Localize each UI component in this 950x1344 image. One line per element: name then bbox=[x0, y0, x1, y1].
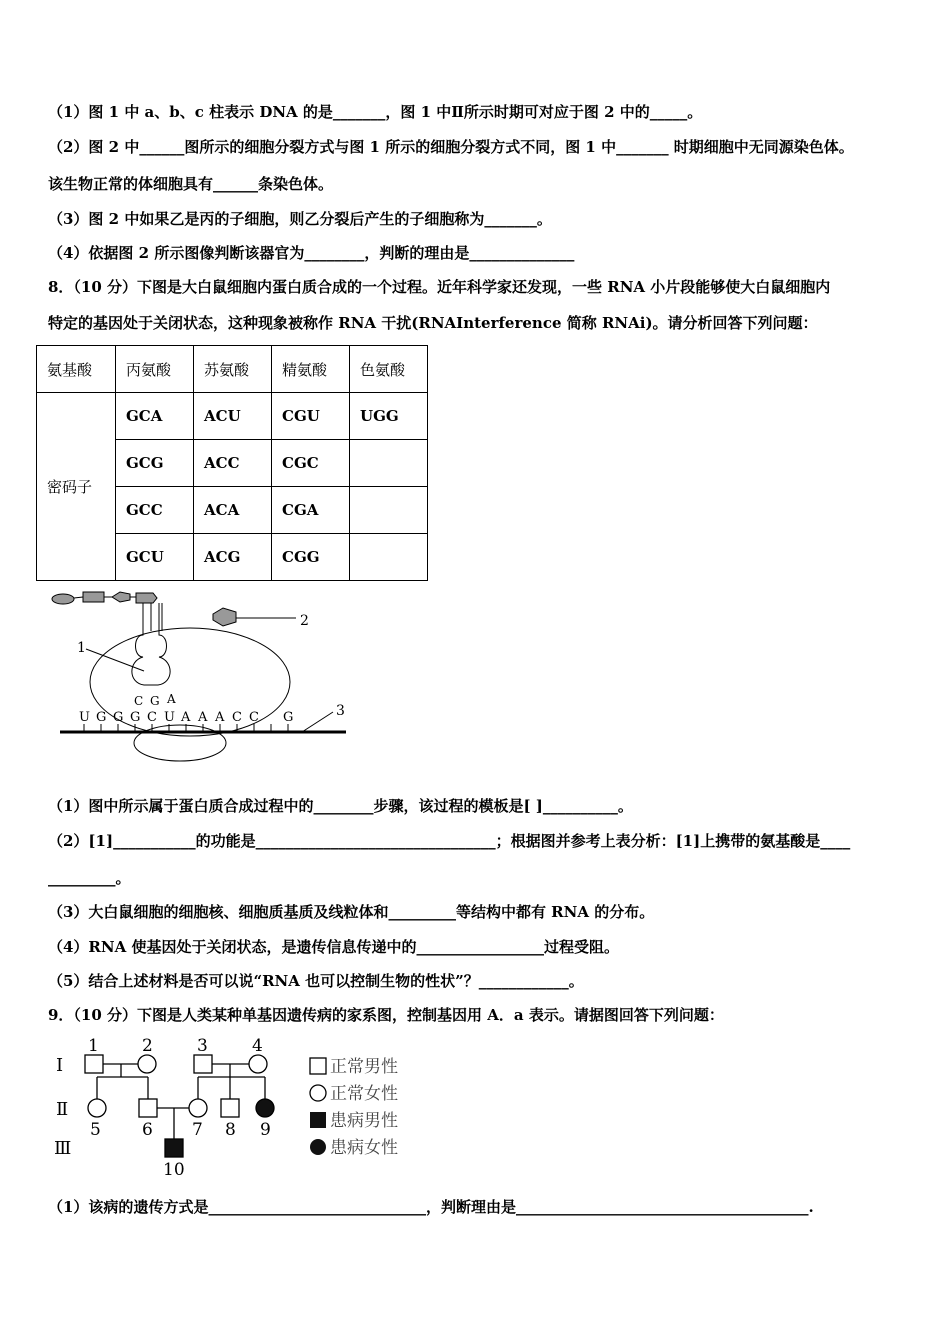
q7-subquestion-2-cont: 该生物正常的体细胞具有______条染色体。 bbox=[48, 175, 334, 193]
table-cell: ACC bbox=[194, 440, 272, 487]
legend-affected-male-icon bbox=[310, 1112, 326, 1128]
normal-female-symbol bbox=[249, 1055, 267, 1073]
table-cell: ACA bbox=[194, 487, 272, 534]
table-cell: GCG bbox=[116, 440, 194, 487]
table-row bbox=[37, 393, 428, 440]
individual-number: 10 bbox=[163, 1160, 185, 1180]
q8-subquestion-4: （4）RNA 使基因处于关闭状态，是遗传信息传递中的_________________过程受阻。 bbox=[48, 938, 619, 956]
q7-subquestion-4: （4）依据图 2 所示图像判断该器官为________，判断的理由是______________ bbox=[48, 244, 575, 262]
mrna-base: G bbox=[113, 710, 124, 725]
pedigree-chart bbox=[50, 1035, 430, 1180]
individual-number: 9 bbox=[260, 1120, 271, 1140]
table-cell: CGG bbox=[272, 534, 350, 581]
individual-number: 2 bbox=[142, 1036, 153, 1056]
normal-female-symbol bbox=[138, 1055, 156, 1073]
q8-stem-line-2: 特定的基因处于关闭状态，这种现象被称作 RNA 干扰(RNAInterference 简称 RNAi)。请分析回答下列问题： bbox=[48, 314, 818, 332]
mrna-base: A bbox=[181, 710, 191, 725]
individual-number: 7 bbox=[192, 1120, 203, 1140]
individual-number: 4 bbox=[252, 1036, 263, 1056]
row-label-codon: 密码子 bbox=[37, 393, 116, 581]
table-cell: GCU bbox=[116, 534, 194, 581]
table-header-cell: 色氨酸 bbox=[350, 346, 428, 393]
q7-subquestion-1: （1）图 1 中 a、b、c 柱表示 DNA 的是_______，图 1 中Ⅱ所示时期可对应于图 2 中的_____。 bbox=[48, 103, 703, 121]
legend-label: 正常女性 bbox=[330, 1084, 398, 1104]
individual-number: 1 bbox=[88, 1036, 99, 1056]
anticodon-base: A bbox=[167, 692, 176, 706]
mrna-base: C bbox=[249, 710, 259, 725]
normal-male-symbol bbox=[221, 1099, 239, 1117]
q8-subquestion-2-cont: _________。 bbox=[48, 869, 131, 887]
affected-female-symbol bbox=[256, 1099, 274, 1117]
mrna-base: U bbox=[79, 710, 90, 725]
mrna-base: A bbox=[215, 710, 225, 725]
table-header-cell: 苏氨酸 bbox=[194, 346, 272, 393]
table-header-cell: 精氨酸 bbox=[272, 346, 350, 393]
anticodon-base: C bbox=[134, 694, 144, 708]
label-3: 3 bbox=[336, 703, 345, 719]
trna-1 bbox=[132, 603, 170, 685]
table-cell: GCA bbox=[116, 393, 194, 440]
label-1: 1 bbox=[77, 640, 86, 656]
q8-subquestion-3: （3）大白鼠细胞的细胞核、细胞质基质及线粒体和_________等结构中都有 RNA 的分布。 bbox=[48, 903, 655, 921]
amino-acid-2 bbox=[213, 608, 309, 629]
table-cell: CGA bbox=[272, 487, 350, 534]
legend-label: 患病男性 bbox=[330, 1111, 398, 1131]
label-2: 2 bbox=[300, 613, 309, 629]
pedigree-lines bbox=[97, 1064, 265, 1139]
table-cell: CGC bbox=[272, 440, 350, 487]
mrna-base: C bbox=[232, 710, 242, 725]
individual-number: 3 bbox=[197, 1036, 208, 1056]
legend-label: 正常男性 bbox=[330, 1057, 398, 1077]
normal-female-symbol bbox=[189, 1099, 207, 1117]
table-cell: ACG bbox=[194, 534, 272, 581]
mrna-base: G bbox=[96, 710, 107, 725]
q9-subquestion-1: （1）该病的遗传方式是_____________________________，判断理由是_______________________________________. bbox=[48, 1198, 814, 1216]
table-cell bbox=[350, 487, 428, 534]
legend-normal-male-icon bbox=[310, 1058, 326, 1074]
normal-male-symbol bbox=[85, 1055, 103, 1073]
mrna-sequence bbox=[79, 710, 293, 725]
q8-subquestion-2: （2）[1]___________的功能是________________________________；根据图并参考上表分析：[1]上携带的氨基酸是____ bbox=[48, 832, 851, 850]
table-cell: CGU bbox=[272, 393, 350, 440]
generation-label: Ⅱ bbox=[56, 1099, 69, 1120]
table-cell: ACU bbox=[194, 393, 272, 440]
translation-diagram bbox=[40, 585, 370, 770]
pedigree-individuals bbox=[85, 1055, 274, 1157]
table-cell bbox=[350, 440, 428, 487]
q9-stem: 9．（10 分）下图是人类某种单基因遗传病的家系图，控制基因用 A．a 表示。请据图回答下列问题： bbox=[48, 1006, 724, 1024]
anticodon bbox=[134, 692, 176, 708]
individual-number: 6 bbox=[142, 1120, 153, 1140]
pedigree-legend bbox=[310, 1057, 398, 1158]
legend-label: 患病女性 bbox=[330, 1138, 398, 1158]
normal-male-symbol bbox=[139, 1099, 157, 1117]
table-header-cell: 丙氨酸 bbox=[116, 346, 194, 393]
q7-subquestion-3: （3）图 2 中如果乙是丙的子细胞，则乙分裂后产生的子细胞称为_______。 bbox=[48, 210, 552, 228]
ribosome-small-subunit bbox=[134, 725, 226, 761]
mrna-base: A bbox=[198, 710, 208, 725]
legend-normal-female-icon bbox=[310, 1085, 326, 1101]
peptide-chain bbox=[52, 592, 157, 604]
mrna-base: U bbox=[164, 710, 175, 725]
normal-male-symbol bbox=[194, 1055, 212, 1073]
table-cell: UGG bbox=[350, 393, 428, 440]
codon-table bbox=[36, 345, 428, 581]
affected-male-symbol bbox=[165, 1139, 183, 1157]
table-cell bbox=[350, 534, 428, 581]
table-header-cell: 氨基酸 bbox=[37, 346, 116, 393]
individual-number: 5 bbox=[90, 1120, 101, 1140]
individual-number: 8 bbox=[225, 1120, 236, 1140]
mrna-base: G bbox=[283, 710, 294, 725]
normal-female-symbol bbox=[88, 1099, 106, 1117]
anticodon-base: G bbox=[150, 694, 160, 708]
q8-stem-line-1: 8．（10 分）下图是大白鼠细胞内蛋白质合成的一个过程。近年科学家还发现，一些 RNA 小片段能够使大白鼠细胞内 bbox=[48, 278, 831, 296]
q7-subquestion-2: （2）图 2 中______图所示的细胞分裂方式与图 1 所示的细胞分裂方式不同，图 1 中_______ 时期细胞中无同源染色体。 bbox=[48, 138, 854, 156]
mrna-base: G bbox=[130, 710, 141, 725]
mrna-base: C bbox=[147, 710, 157, 725]
table-header-row bbox=[37, 346, 428, 393]
table-cell: GCC bbox=[116, 487, 194, 534]
q8-subquestion-1: （1）图中所示属于蛋白质合成过程中的________步骤，该过程的模板是[ ]__________。 bbox=[48, 797, 633, 815]
generation-label: Ⅲ bbox=[54, 1138, 72, 1159]
generation-label: Ⅰ bbox=[56, 1055, 64, 1076]
generation-labels bbox=[54, 1055, 71, 1159]
q8-subquestion-5: （5）结合上述材料是否可以说“RNA 也可以控制生物的性状”？____________。 bbox=[48, 972, 584, 990]
legend-affected-female-icon bbox=[310, 1139, 326, 1155]
